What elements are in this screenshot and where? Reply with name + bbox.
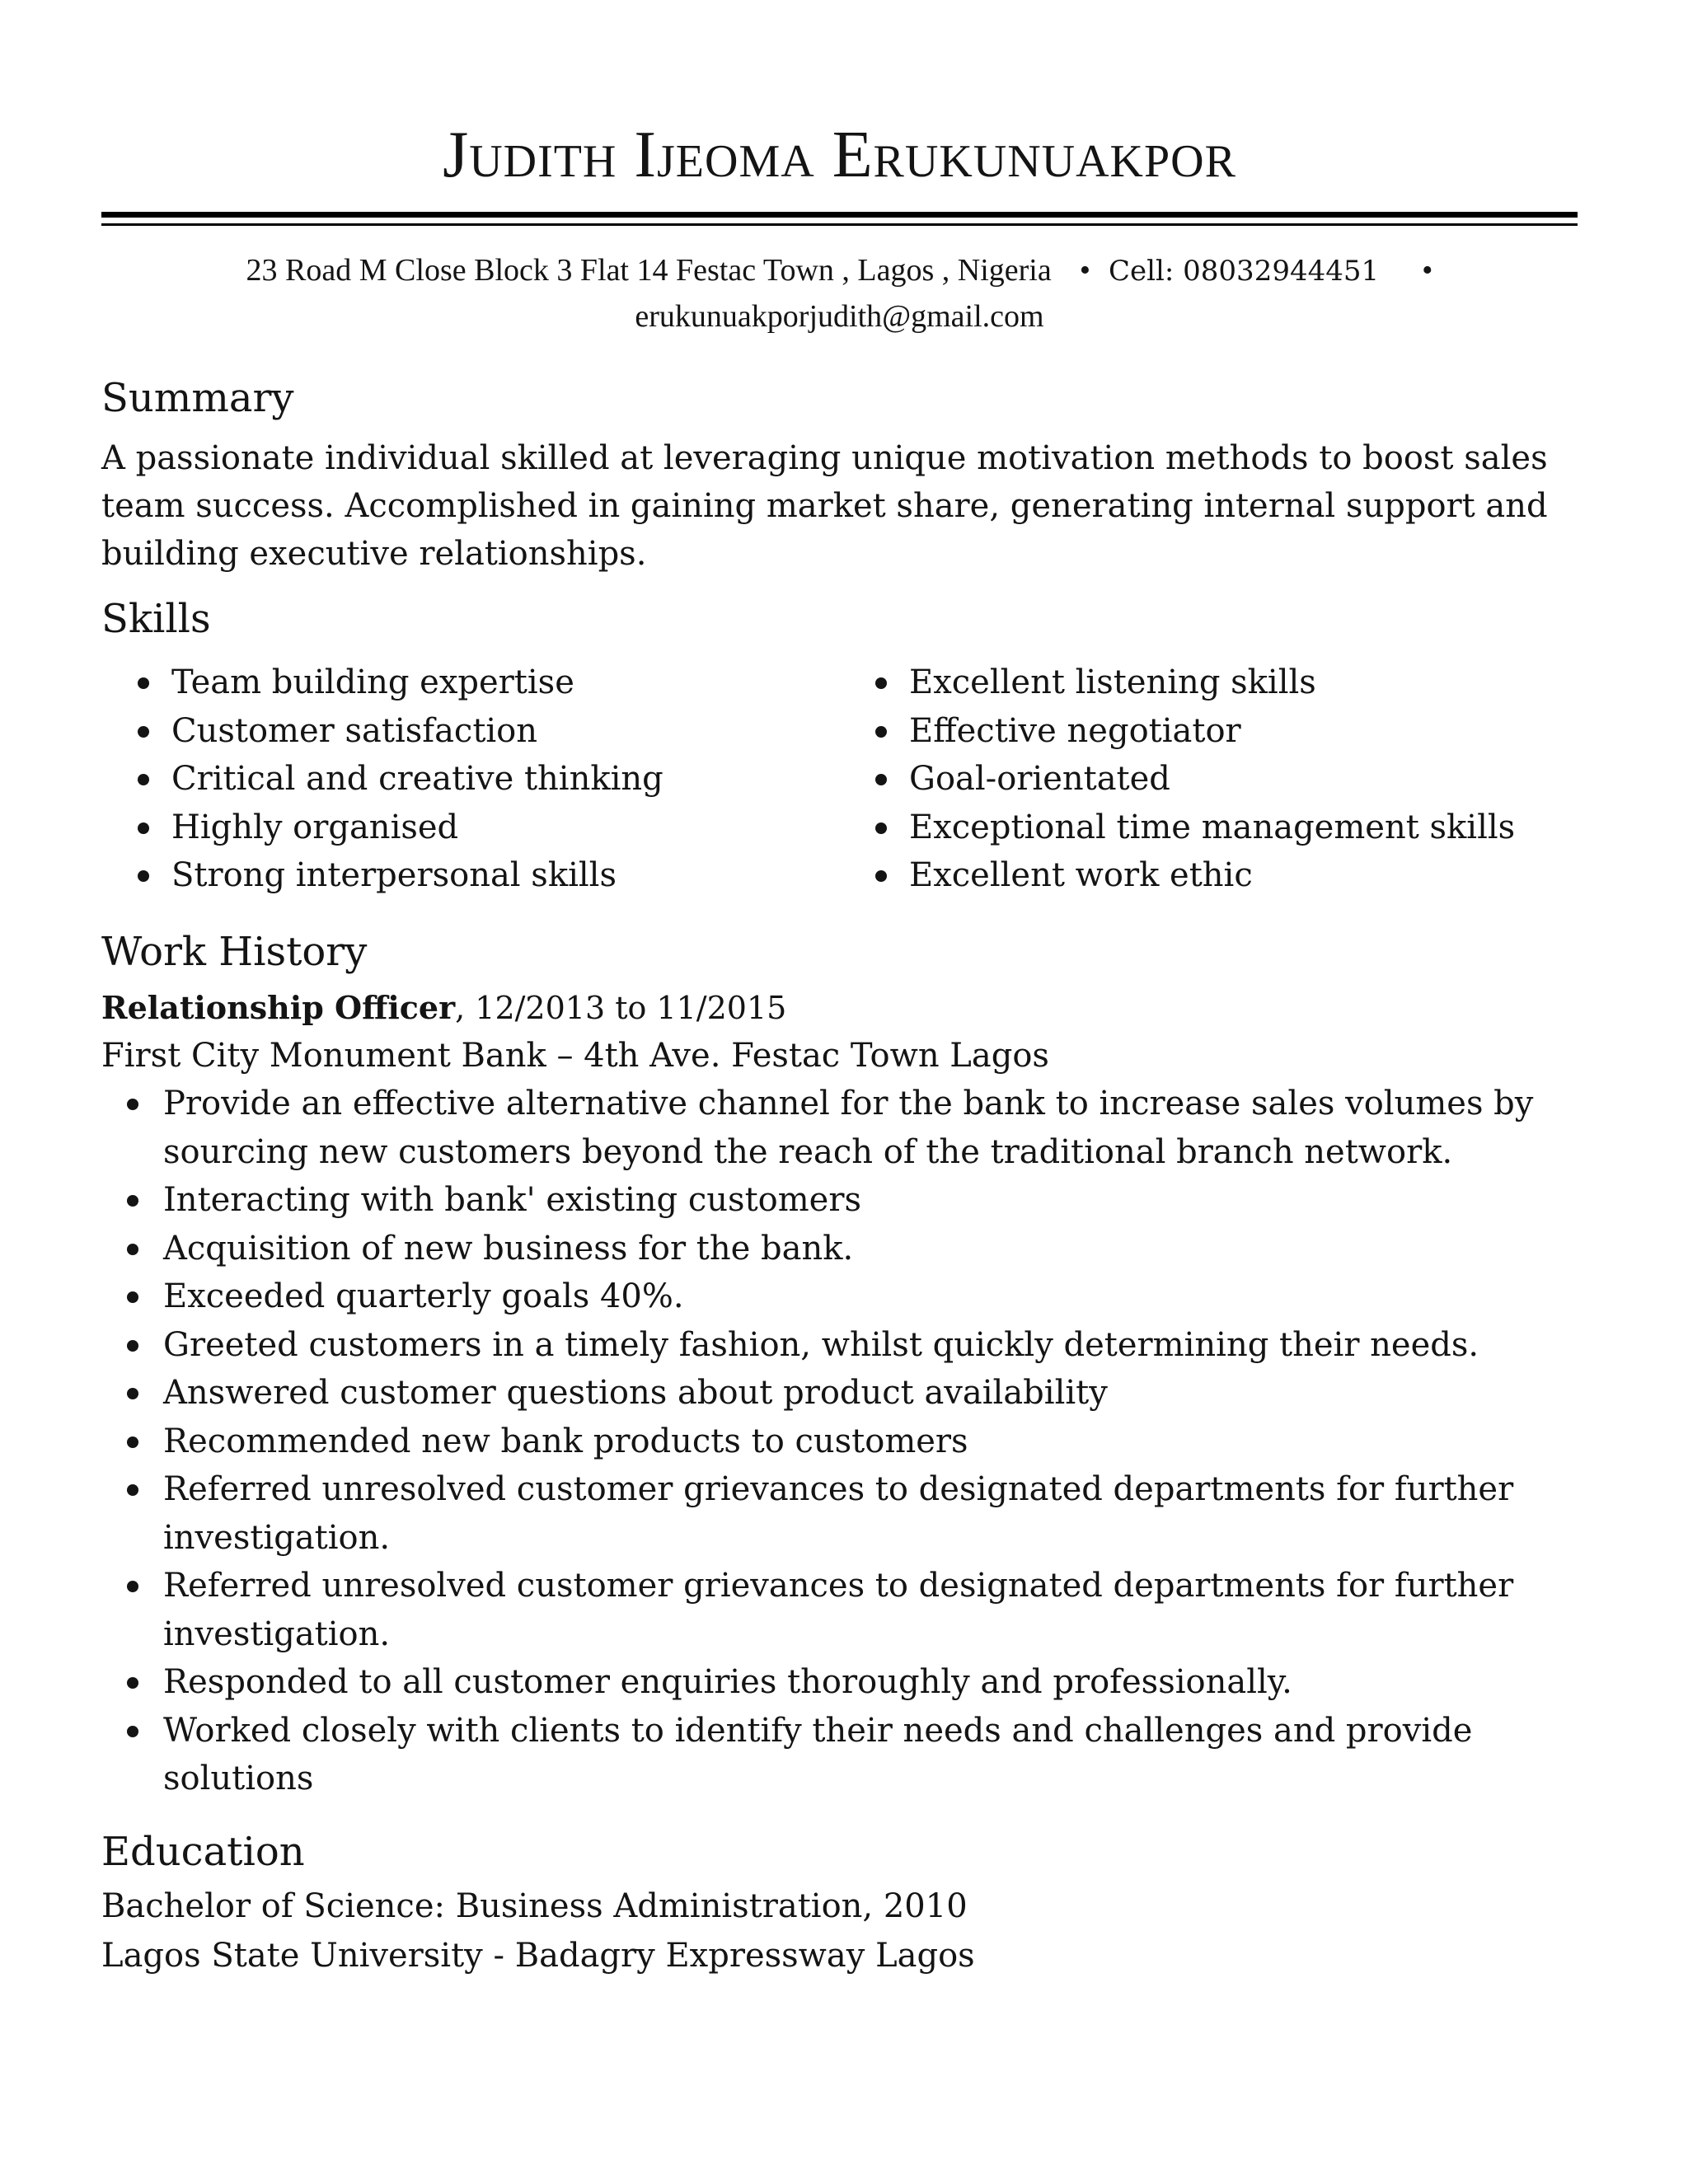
job-position: Relationship Officer [101, 989, 456, 1026]
duty-line: Interacting with bank' existing customers [163, 1181, 861, 1219]
duty-item [101, 1369, 1578, 1418]
duty-item [101, 1225, 1578, 1273]
skill-item: Exceptional time management skills [839, 804, 1578, 852]
job-title-line [101, 984, 786, 1032]
contact-separator: • [1422, 253, 1433, 288]
contact-cell: Cell: 08032944451 [1109, 255, 1380, 288]
education-heading: Education [101, 1829, 305, 1875]
header-rule-thin [101, 223, 1578, 226]
duty-line: Exceeded quarterly goals 40%. [163, 1277, 684, 1315]
education-degree: Bachelor of Science: Business Administration, 2010 [101, 1887, 968, 1925]
duty-item [101, 1465, 1578, 1562]
summary-line: team success. Accomplished in gaining market share, generating internal support and [101, 487, 1548, 525]
summary-line: building executive relationships. [101, 535, 647, 573]
duty-line: Recommended new bank products to customers [163, 1422, 968, 1460]
duty-line: investigation. [163, 1615, 391, 1653]
job-dates: , 12/2013 to 11/2015 [455, 990, 787, 1026]
skill-item: Excellent listening skills [839, 658, 1578, 707]
skill-item: Effective negotiator [839, 707, 1578, 756]
duty-line: Provide an effective alternative channel for the bank to increase sales volumes by [163, 1085, 1534, 1122]
skills-list-left [101, 658, 835, 900]
duty-line: Greeted customers in a timely fashion, whilst quickly determining their needs. [163, 1325, 1479, 1364]
summary-text [101, 434, 1578, 578]
skill-item: Customer satisfaction [101, 707, 835, 756]
duty-line: Acquisition of new business for the bank. [163, 1229, 854, 1268]
skill-item: Highly organised [101, 804, 835, 852]
duty-line: sourcing new customers beyond the reach of the traditional branch network. [163, 1132, 1453, 1171]
duty-line: Worked closely with clients to identify their needs and challenges and provide [163, 1711, 1473, 1750]
duty-item [101, 1418, 1578, 1466]
candidate-name: Judith Ijeoma Erukunuakpor [443, 119, 1236, 191]
contact-address: 23 Road M Close Block 3 Flat 14 Festac Town , Lagos , Nigeria [246, 253, 1052, 288]
education-school: Lagos State University - Badagry Expressway Lagos [101, 1937, 975, 1975]
duty-item [101, 1176, 1578, 1225]
duty-item [101, 1658, 1578, 1707]
skill-item: Excellent work ethic [839, 851, 1578, 900]
duty-item [101, 1707, 1578, 1803]
skills-list-right [839, 658, 1578, 900]
duty-line: Referred unresolved customer grievances to designated departments for further [163, 1470, 1514, 1508]
skill-item: Strong interpersonal skills [101, 851, 835, 900]
contact-line [101, 250, 1578, 292]
duty-item [101, 1080, 1578, 1176]
contact-email: erukunuakporjudith@gmail.com [635, 299, 1044, 334]
duty-line: Referred unresolved customer grievances to designated departments for further [163, 1567, 1514, 1605]
duty-line: Answered customer questions about product availability [163, 1374, 1108, 1412]
summary-heading: Summary [101, 375, 294, 421]
duty-line: Responded to all customer enquiries thoroughly and professionally. [163, 1663, 1292, 1701]
summary-line: A passionate individual skilled at leveraging unique motivation methods to boost sales [101, 439, 1548, 477]
header-rule-thick [101, 212, 1578, 218]
resume-page [101, 0, 1578, 2184]
duty-item [101, 1321, 1578, 1370]
skills-heading: Skills [101, 596, 211, 642]
duty-line: solutions [163, 1760, 314, 1797]
job-employer: First City Monument Bank – 4th Ave. Festac Town Lagos [101, 1037, 1049, 1075]
skill-item: Team building expertise [101, 658, 835, 707]
duty-line: investigation. [163, 1518, 391, 1557]
contact-separator: • [1079, 253, 1091, 288]
work-history-heading: Work History [101, 929, 368, 975]
duty-item [101, 1562, 1578, 1658]
job-duties-list [101, 1080, 1578, 1803]
skill-item: Critical and creative thinking [101, 755, 835, 804]
duty-item [101, 1272, 1578, 1321]
skill-item: Goal-orientated [839, 755, 1578, 804]
